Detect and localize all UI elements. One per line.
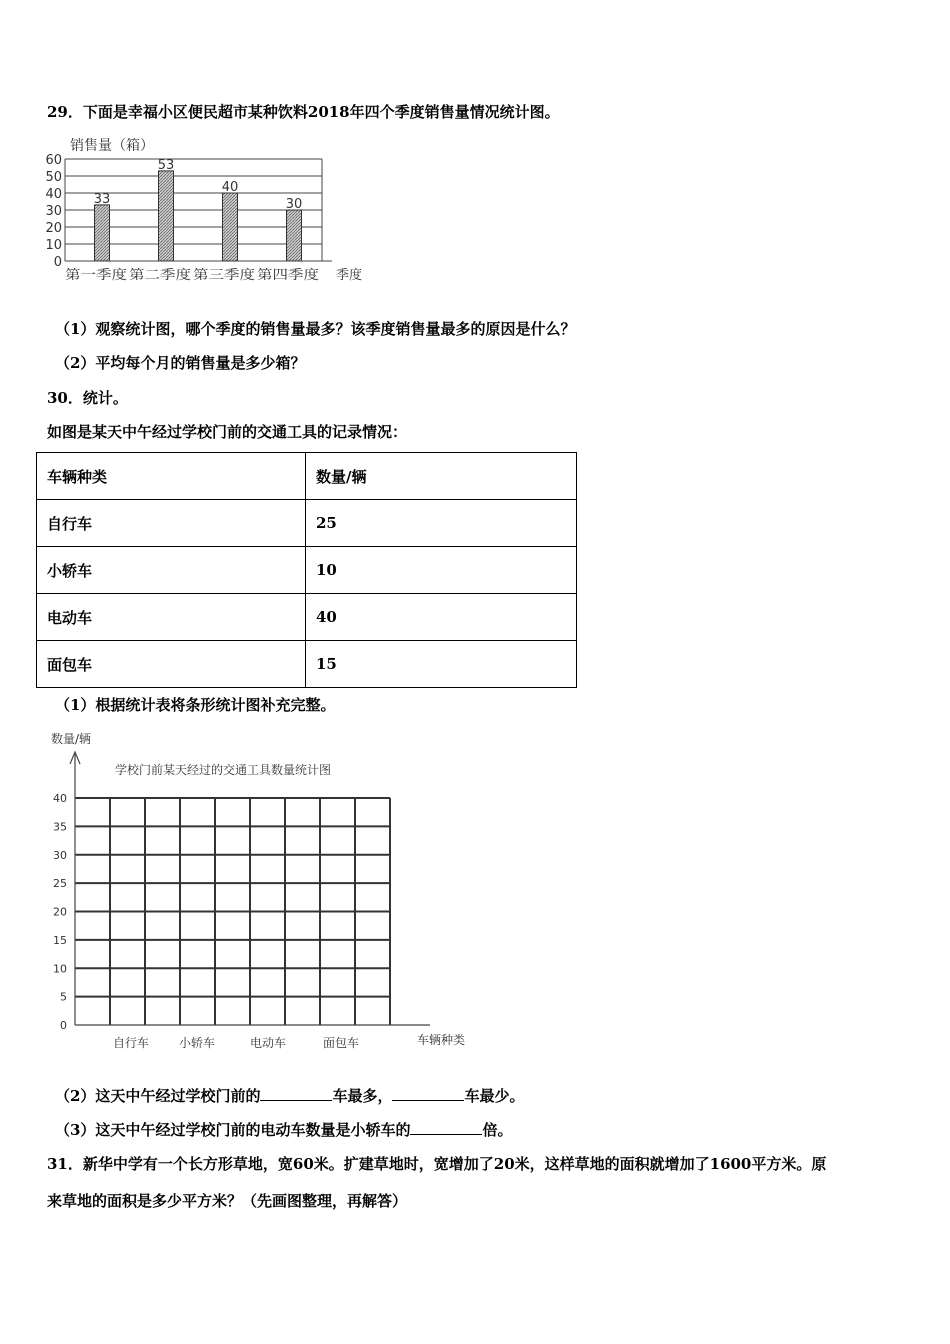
chart1-y-tick-label: 40 [45,187,62,202]
chart1-bar [287,210,302,261]
table-row [37,500,577,547]
cell-vehicle: 自行车 [37,500,306,547]
chart1-bar [159,171,174,261]
cell-vehicle: 电动车 [37,594,306,641]
sales-bar-chart [40,132,370,282]
chart1-y-tick-label: 0 [53,255,62,270]
table-header-row [37,453,577,500]
chart1-bar [223,193,238,261]
answer-blank-times[interactable] [410,1120,482,1135]
q31-line2: 来草地的面积是多少平方米？（先画图整理，再解答） [47,1192,408,1210]
cell-vehicle: 小轿车 [37,547,306,594]
q29-sub2: （2）平均每个月的销售量是多少箱？ [55,354,306,372]
chart1-x-tick-label: 第四季度 [257,268,310,283]
header-quantity: 数量/辆 [306,453,577,500]
cell-count: 15 [306,641,577,688]
chart1-y-tick-label: 10 [45,238,62,253]
q29-sub1: （1）观察统计图，哪个季度的销售量最多？该季度销售量最多的原因是什么？ [55,320,576,338]
chart2-y-tick-label: 15 [53,933,67,947]
chart2-y-ticks [53,792,67,1032]
chart2-y-tick-label: 10 [53,962,67,976]
chart1-x-tick-label: 第三季度 [193,268,246,283]
q30-sub3-part-b: 倍。 [482,1121,513,1139]
chart1-y-axis-label: 销售量（箱） [70,138,154,154]
chart2-y-tick-label: 20 [53,905,67,919]
q31-line1: 31．新华中学有一个长方形草地，宽60米。扩建草地时，宽增加了20米，这样草地的面积就增加了1600平方米。原 [47,1155,827,1173]
q30-sub3 [55,1120,512,1140]
chart1-y-tick-label: 20 [45,221,62,236]
answer-blank-most[interactable] [260,1086,332,1101]
header-vehicle-type: 车辆种类 [37,453,306,500]
cell-vehicle: 面包车 [37,641,306,688]
chart2-y-tick-label: 35 [53,820,67,834]
q30-title: 30．统计。 [47,389,128,407]
chart1-data-label: 33 [93,191,111,207]
vehicle-record-table [36,452,577,688]
chart1-data-label: 40 [221,180,239,195]
q30-sub2-part-c: 车最少。 [464,1087,525,1105]
chart2-x-tick-label: 面包车 [322,1036,360,1050]
chart2-y-tick-label: 0 [60,1019,67,1032]
chart2-y-axis-label: 数量/辆 [51,732,92,746]
q30-sub3-part-a: （3）这天中午经过学校门前的电动车数量是小轿车的 [55,1121,411,1139]
table-row [37,594,577,641]
chart2-gridlines [75,798,390,1025]
chart1-bars [95,171,302,261]
chart2-x-ticks [113,1035,359,1050]
chart2-y-tick-label: 30 [53,848,67,862]
chart2-x-tick-label: 电动车 [249,1036,287,1050]
answer-blank-least[interactable] [392,1086,464,1101]
chart1-y-tick-label: 30 [45,204,62,219]
q30-intro: 如图是某天中午经过学校门前的交通工具的记录情况： [47,423,408,441]
q30-sub2-part-b: 车最多， [332,1087,393,1105]
q30-sub2 [55,1086,524,1106]
q29-title: 29．下面是幸福小区便民超市某种饮料2018年四个季度销售量情况统计图。 [47,103,560,121]
chart2-y-tick-label: 5 [60,990,67,1004]
chart2-x-tick-label: 自行车 [112,1036,150,1050]
chart2-x-axis-label: 车辆种类 [417,1033,466,1047]
chart1-y-tick-label: 60 [45,153,62,168]
chart2-title: 学校门前某天经过的交通工具数量统计图 [115,763,332,777]
chart1-bar [95,205,110,261]
chart1-data-label: 53 [157,157,175,173]
chart2-x-tick-label: 小轿车 [178,1036,216,1050]
q30-sub2-part-a: （2）这天中午经过学校门前的 [55,1087,261,1105]
table-row [37,547,577,594]
chart1-y-tick-label: 50 [45,170,62,185]
chart1-x-axis-label: 季度 [336,268,363,283]
chart2-y-tick-label: 25 [53,877,67,891]
chart1-x-ticks [65,267,319,283]
cell-count: 25 [306,500,577,547]
chart1-x-tick-label: 第一季度 [65,268,118,283]
chart1-data-label: 30 [285,197,303,212]
table-row [37,641,577,688]
chart1-y-ticks [45,153,62,270]
vehicle-bar-chart-grid [45,728,505,1058]
q30-sub1: （1）根据统计表将条形统计图补充完整。 [55,696,336,714]
chart1-x-tick-label: 第二季度 [129,268,182,283]
cell-count: 40 [306,594,577,641]
cell-count: 10 [306,547,577,594]
chart2-y-tick-label: 40 [53,792,67,805]
chart1-data-labels [94,158,303,212]
